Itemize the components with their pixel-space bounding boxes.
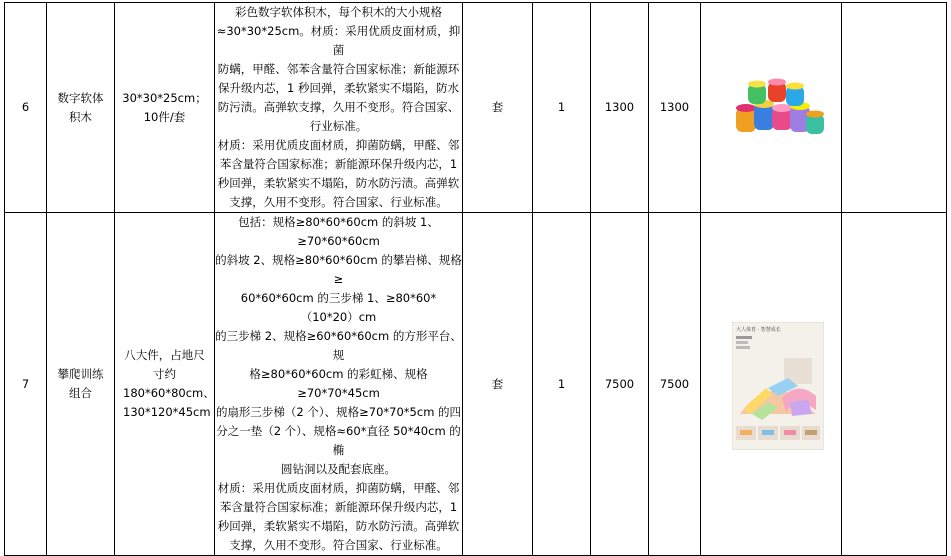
unit: 套	[463, 3, 533, 213]
product-spec: 八大件，占地尺寸约 180*60*80cm、130*120*45cm	[115, 213, 215, 556]
unit-price: 1300	[591, 3, 649, 213]
product-spec: 30*30*25cm；10件/套	[115, 3, 215, 213]
product-image-cell	[701, 213, 842, 556]
climbing-set-brochure-icon	[732, 322, 824, 450]
unit-price: 7500	[591, 213, 649, 556]
quantity: 1	[533, 213, 591, 556]
product-name: 攀爬训练组合	[47, 213, 115, 556]
product-description: 包括：规格≥80*60*60cm 的斜坡 1、≥70*60*60cm 的斜坡 2、规格≥80*60*60cm 的攀岩梯、规格≥ 60*60*60cm 的三步梯 1、≥80*60*（10*20）cm 的三步梯 2、规格≥60*60*60cm 的方形平台、规 格≥80*60*60cm 的彩虹梯、规格≥70*70*45cm 的扇形三步梯（2 个）、规格≥70*70*5cm 的四 分之一垫（2 个）、规格≈60*直径 50*40cm 的椭 圆钻洞以及配套底座。 材质：采用优质皮面材质，抑菌防螨，甲醛、邻 苯含量符合国家标准；新能源环保升级内芯，1 秒回弹，柔软紧实不塌陷，防水防污渍。高弹软 支撑，久用不变形。符合国家、行业标准。	[215, 213, 463, 556]
total-price: 7500	[649, 213, 701, 556]
product-table	[4, 2, 947, 556]
number-blocks-photo-icon	[728, 78, 828, 140]
product-description: 彩色数字软体积木，每个积木的大小规格 ≈30*30*25cm。材质：采用优质皮面材质，抑菌 防螨，甲醛、邻苯含量符合国家标准；新能源环 保升级内芯，1 秒回弹，柔软紧实不塌陷，防水 防污渍。高弹软支撑，久用不变形。符合国家、 行业标准。 材质：采用优质皮面材质，抑菌防螨，甲醛、邻 苯含量符合国家标准；新能源环保升级内芯，1 秒回弹，柔软紧实不塌陷，防水防污渍。高弹软 支撑，久用不变形。符合国家、行业标准。	[215, 3, 463, 213]
row-number: 6	[5, 3, 47, 213]
table-row	[5, 213, 947, 556]
product-name: 数字软体积木	[47, 3, 115, 213]
product-image-cell	[701, 3, 842, 213]
table-row	[5, 3, 947, 213]
empty-cell	[842, 213, 947, 556]
total-price: 1300	[649, 3, 701, 213]
svg-text:大人体育 · 智慧成长: 大人体育 · 智慧成长	[736, 327, 781, 333]
quantity: 1	[533, 3, 591, 213]
unit: 套	[463, 213, 533, 556]
row-number: 7	[5, 213, 47, 556]
empty-cell	[842, 3, 947, 213]
